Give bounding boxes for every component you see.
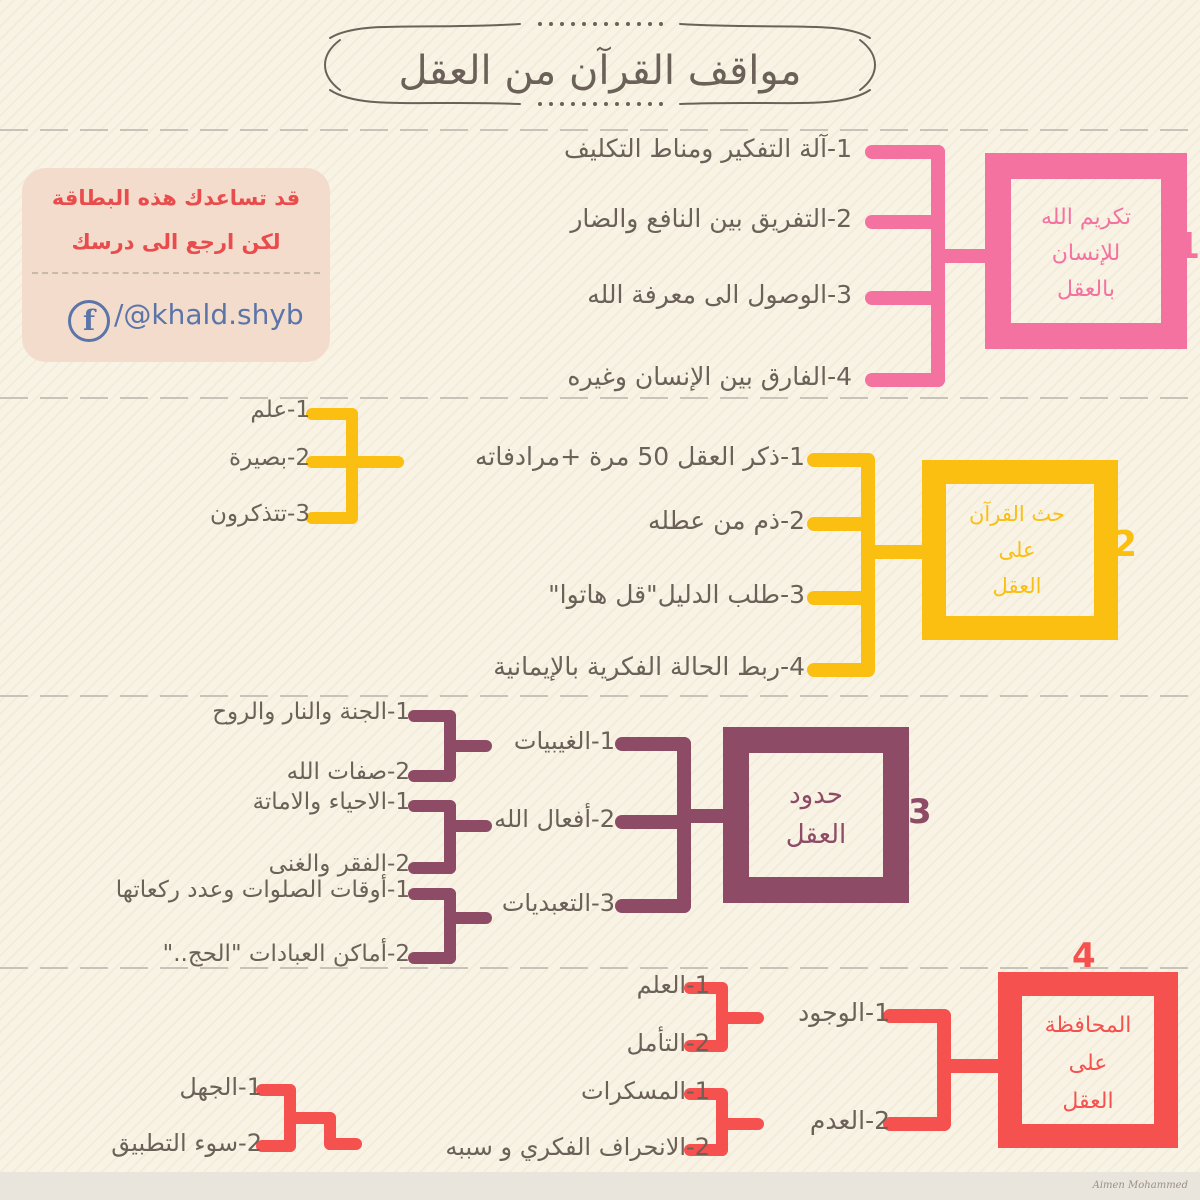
title-ornament-dot: [615, 102, 619, 106]
title-ornament-dot: [659, 102, 663, 106]
section-1-number: 1: [1175, 226, 1200, 267]
section-4-subitem: 1-العلم: [636, 970, 710, 999]
card-line-2: لكن ارجع الى درسك: [71, 230, 281, 254]
card-divider: [32, 272, 320, 274]
facebook-handle[interactable]: /@khald.shyb: [114, 298, 304, 331]
section-3-item: 3-التعبديات: [501, 888, 615, 917]
section-3-item: 2-أفعال الله: [494, 804, 615, 833]
box-label-line: حث القرآن: [969, 502, 1065, 526]
title-ornament-dot: [582, 22, 586, 26]
box-label-line: على: [998, 538, 1036, 562]
box-label-line: بالعقل: [1057, 277, 1115, 302]
box-label-line: العقل: [785, 820, 847, 850]
card-line-1: قد تساعدك هذه البطاقة: [51, 186, 301, 210]
section-4-number: 4: [1072, 936, 1096, 976]
section-2-label: [927, 496, 1107, 604]
section-2-item: 3-طلب الدليل"قل هاتوا": [548, 580, 805, 609]
title-ornament-dot: [626, 102, 630, 106]
title-ornament-swirl: [680, 24, 870, 38]
section-4-subsubitem: 1-الجهل: [179, 1072, 262, 1101]
title-ornament-dot: [549, 102, 553, 106]
section-3-subitem: 1-الاحياء والاماتة: [252, 789, 410, 816]
section-3-number: 3: [908, 792, 932, 832]
box-label-line: العقل: [992, 574, 1042, 598]
title-ornament-dot: [604, 22, 608, 26]
section-2-subitem: 2-بصيرة: [229, 445, 310, 472]
title-ornament-dot: [626, 22, 630, 26]
box-label-line: على: [1068, 1051, 1108, 1076]
section-1-label: [996, 200, 1176, 308]
section-2-item: 4-ربط الحالة الفكرية بالإيمانية: [493, 652, 805, 681]
title-ornament-dot: [560, 102, 564, 106]
section-4-subitem: 2-الانحراف الفكري و سببه: [445, 1132, 710, 1161]
signature: Aimen Mohammed: [1092, 1180, 1188, 1191]
section-3-label: [726, 775, 906, 855]
section-2-subitem: 3-تتذكرون: [210, 501, 310, 528]
title-ornament-dot: [604, 102, 608, 106]
section-1-item: 4-الفارق بين الإنسان وغيره: [567, 362, 852, 391]
title-ornament-dot: [571, 102, 575, 106]
section-4-subitem: 2-التأمل: [626, 1028, 710, 1057]
section-4-item: 2-العدم: [809, 1106, 890, 1135]
title-ornament-dot: [560, 22, 564, 26]
title-ornament-dot: [659, 22, 663, 26]
footer-bar: [0, 1172, 1200, 1200]
facebook-icon[interactable]: f: [68, 300, 110, 342]
section-1-item: 1-آلة التفكير ومناط التكليف: [564, 134, 852, 163]
box-label-line: تكريم الله: [1040, 205, 1132, 230]
section-3-subitem: 2-الفقر والغنى: [268, 851, 410, 878]
section-3-subitem: 2-أماكن العبادات "الحج..": [162, 941, 410, 968]
section-2-number: 2: [1112, 524, 1138, 565]
section-4-subsubitem: 2-سوء التطبيق: [111, 1128, 262, 1157]
section-2-subitem: 1-علم: [250, 397, 310, 424]
box-label-line: المحافظة: [1044, 1013, 1132, 1038]
section-3-item: 1-الغيبيات: [513, 726, 615, 755]
title-ornament-dot: [637, 102, 641, 106]
section-2-item: 2-ذم من عطله: [648, 506, 805, 535]
section-2-item: 1-ذكر العقل 50 مرة +مرادفاته: [475, 442, 805, 471]
section-4-item: 1-الوجود: [798, 998, 890, 1027]
title-ornament-dot: [593, 22, 597, 26]
section-3-subitem: 1-الجنة والنار والروح: [212, 699, 410, 726]
title-ornament-dot: [648, 22, 652, 26]
section-3-subitem: 1-أوقات الصلوات وعدد ركعاتها: [115, 877, 410, 904]
section-4-subitem: 1-المسكرات: [581, 1076, 710, 1105]
title-ornament-dot: [637, 22, 641, 26]
box-label-line: العقل: [1062, 1089, 1114, 1114]
title-ornament-dot: [538, 102, 542, 106]
title-ornament-dot: [538, 22, 542, 26]
title-ornament-dot: [582, 102, 586, 106]
box-label-line: حدود: [789, 780, 843, 810]
box-label-line: للإنسان: [1051, 241, 1121, 266]
title-ornament-dot: [648, 102, 652, 106]
title-ornament-swirl: [330, 24, 520, 38]
section-1-item: 3-الوصول الى معرفة الله: [587, 280, 852, 309]
section-3-subitem: 2-صفات الله: [286, 759, 410, 786]
promo-card: [22, 168, 330, 362]
page-title: مواقف القرآن من العقل: [398, 48, 802, 94]
section-1-item: 2-التفريق بين النافع والضار: [570, 204, 852, 233]
title-ornament-dot: [615, 22, 619, 26]
section-4-label: [998, 1007, 1178, 1121]
title-ornament-dot: [549, 22, 553, 26]
title-ornament-dot: [571, 22, 575, 26]
title-ornament-dot: [593, 102, 597, 106]
